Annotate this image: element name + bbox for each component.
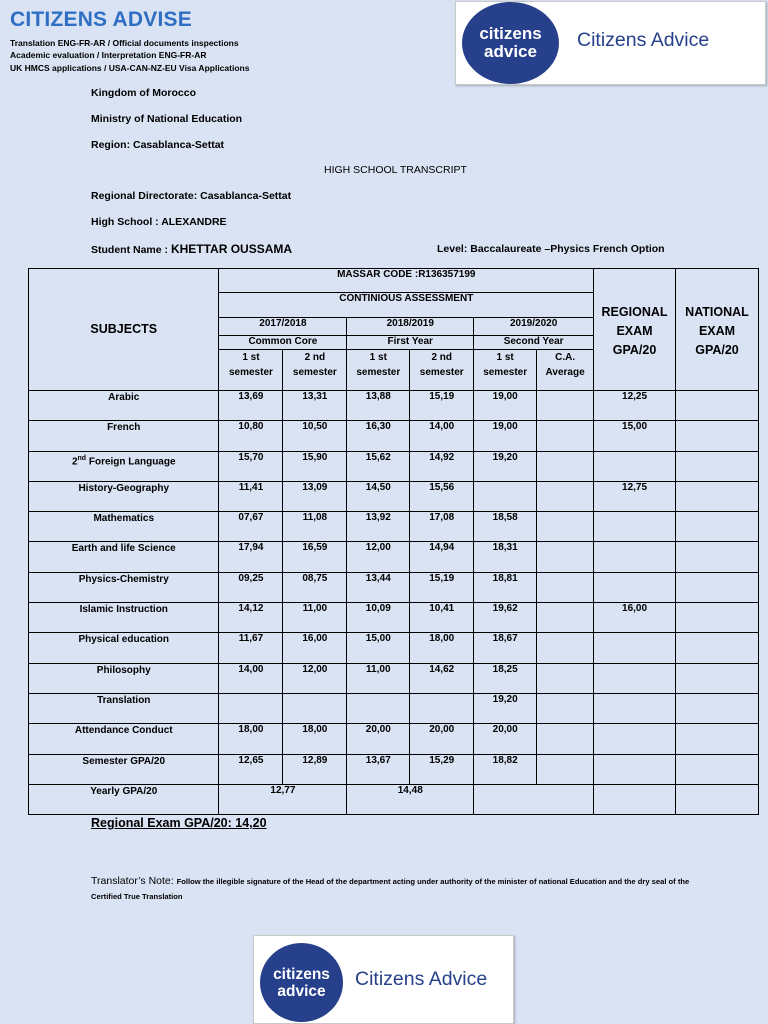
yearly-gpa-label: Yearly GPA/20 [29,784,219,814]
grade-cell-national [676,663,759,693]
grade-cell-s1: 15,70 [219,451,283,481]
student-name-label: Student Name : [91,244,171,256]
grade-cell-ca [537,421,594,451]
grade-cell-s1: 07,67 [219,512,283,542]
grade-cell-regional [594,724,676,754]
kingdom: Kingdom of Morocco [91,87,196,99]
grade-cell-regional [594,572,676,602]
translator-note [91,874,711,904]
year-header: 2019/2020 [474,318,594,336]
grade-cell-s1: 14,12 [219,603,283,633]
grade-cell-national [676,633,759,663]
grade-cell-s2: 15,90 [283,451,347,481]
grade-cell-s2: 12,00 [283,663,347,693]
semester-header: 1 st semester [347,350,410,391]
subject-name: Physical education [29,633,219,663]
grade-cell-national [676,512,759,542]
grade-cell-national [676,572,759,602]
subjects-header: SUBJECTS [29,269,219,391]
semester-header: 1 st semester [474,350,537,391]
grade-cell-s3: 12,00 [347,542,410,572]
brand-title: CITIZENS ADVISE [10,8,192,31]
student-name-value: KHETTAR OUSSAMA [170,242,293,256]
grade-cell-s1: 17,94 [219,542,283,572]
services-list [10,37,249,74]
grade-cell-national [676,603,759,633]
grade-cell-s3: 11,00 [347,663,410,693]
table-row [29,693,759,723]
table-row [29,421,759,451]
subject-name: Mathematics [29,512,219,542]
high-school: High School : ALEXANDRE [91,216,227,228]
grade-cell-ca [537,391,594,421]
service-line: Translation ENG-FR-AR / Official documents inspections [10,38,239,48]
table-row [29,481,759,511]
grade-cell-s3: 16,30 [347,421,410,451]
student-name [91,242,292,256]
logo-text: Citizens Advice [355,968,488,990]
table-row [29,542,759,572]
grade-cell-regional [594,754,676,784]
massar-code: MASSAR CODE :R136357199 [219,269,594,293]
region: Region: Casablanca-Settat [91,139,225,151]
yearly-gpa-cell [474,784,594,814]
grade-cell-regional: 12,75 [594,481,676,511]
subject-name: French [29,421,219,451]
grade-cell-s3: 13,67 [347,754,410,784]
national-cell [676,784,759,814]
grade-cell-ca [537,512,594,542]
grade-cell-national [676,481,759,511]
grade-cell-s3: 13,92 [347,512,410,542]
grade-cell-national [676,693,759,723]
year-header: 2018/2019 [347,318,474,336]
grade-cell-ca [537,663,594,693]
level: Level: Baccalaureate –Physics French Option [437,243,665,255]
logo-circle-line2: advice [277,982,326,1000]
grade-cell-s1: 09,25 [219,572,283,602]
grade-cell-s2: 16,00 [283,633,347,663]
table-row [29,391,759,421]
grade-cell-regional [594,542,676,572]
grade-cell-national [676,391,759,421]
table-row [29,754,759,784]
grade-cell-s2: 18,00 [283,724,347,754]
grade-cell-s2: 08,75 [283,572,347,602]
grade-cell-s2: 10,50 [283,421,347,451]
grade-cell-s5: 19,62 [474,603,537,633]
grade-cell-ca [537,481,594,511]
grade-cell-s4: 14,00 [410,421,474,451]
grade-cell-s5: 18,58 [474,512,537,542]
grade-cell-s1: 12,65 [219,754,283,784]
national-exam-header: NATIONAL EXAM GPA/20 [676,269,759,391]
grade-cell-s5: 18,81 [474,572,537,602]
citizens-advice-logo-bottom [253,935,514,1024]
grade-cell-s1 [219,693,283,723]
grade-cell-s5: 19,20 [474,693,537,723]
grade-cell-s4: 20,00 [410,724,474,754]
subject-name: Earth and life Science [29,542,219,572]
grade-cell-s2: 13,31 [283,391,347,421]
transcript-table [28,268,759,815]
grade-cell-ca [537,603,594,633]
logo-text: Citizens Advice [577,29,710,51]
subject-name: Semester GPA/20 [29,754,219,784]
continuous-assessment-header: CONTINIOUS ASSESSMENT [219,293,594,318]
subject-name: Islamic Instruction [29,603,219,633]
grade-cell-s4: 15,19 [410,572,474,602]
grade-cell-s1: 18,00 [219,724,283,754]
grade-cell-ca [537,754,594,784]
grade-cell-regional: 15,00 [594,421,676,451]
grade-cell-national [676,542,759,572]
grade-cell-s5: 18,31 [474,542,537,572]
grade-cell-ca [537,451,594,481]
regional-exam-header: REGIONAL EXAM GPA/20 [594,269,676,391]
level-label: Common Core [248,336,318,347]
grade-cell-s3: 13,44 [347,572,410,602]
subject-name: Philosophy [29,663,219,693]
grade-cell-s1: 13,69 [219,391,283,421]
ministry: Ministry of National Education [91,113,243,125]
subject-name: Translation [29,693,219,723]
grade-cell-s5: 18,67 [474,633,537,663]
grade-cell-ca [537,693,594,723]
grade-cell-s5 [474,481,537,511]
translator-note-label: Translator’s Note: [91,875,177,887]
translator-note-text: Follow the illegible signature of the Head of the department acting under authority of the minister of national Education and the dry seal of the Certified True Translation [91,877,690,901]
level-header: First Year [347,336,474,350]
subject-name: Attendance Conduct [29,724,219,754]
subject-name: Physics-Chemistry [29,572,219,602]
grade-cell-ca [537,724,594,754]
ordinal-number: 2 [71,455,78,467]
logo-circle-line2: advice [484,42,537,61]
regional-exam-gpa: Regional Exam GPA/20: 14,20 [91,816,267,830]
level-header: Second Year [474,336,594,350]
grade-cell-national [676,724,759,754]
grade-cell-s4: 15,29 [410,754,474,784]
grade-cell-s4: 15,19 [410,391,474,421]
grade-cell-s2 [283,693,347,723]
logo-circle-line1: citizens [273,965,330,983]
level-header [219,336,347,350]
grade-cell-s4: 15,56 [410,481,474,511]
grade-cell-s4: 14,62 [410,663,474,693]
grade-cell-s2: 12,89 [283,754,347,784]
ordinal-suffix: nd [77,454,87,462]
grade-cell-s3: 15,62 [347,451,410,481]
table-row [29,724,759,754]
regional-cell [594,784,676,814]
year-header: 2017/2018 [219,318,347,336]
yearly-gpa-cell: 12,77 [219,784,347,814]
logo-circle-icon [260,943,343,1022]
grade-cell-s3: 14,50 [347,481,410,511]
grade-cell-s2: 13,09 [283,481,347,511]
semester-header: 2 nd semester [283,350,347,391]
grade-cell-s1: 14,00 [219,663,283,693]
logo-circle-line1: citizens [479,24,542,43]
grade-cell-national [676,421,759,451]
grade-cell-s5: 19,00 [474,421,537,451]
table-row [29,633,759,663]
grade-cell-s4: 14,94 [410,542,474,572]
grade-cell-national [676,451,759,481]
grade-cell-s3: 15,00 [347,633,410,663]
citizens-advice-logo [455,1,766,85]
yearly-gpa-cell: 14,48 [347,784,474,814]
grade-cell-regional [594,512,676,542]
grade-cell-s5: 19,00 [474,391,537,421]
grade-cell-s4: 14,92 [410,451,474,481]
table-row [29,663,759,693]
grade-cell-regional [594,693,676,723]
grade-cell-s2: 11,00 [283,603,347,633]
subject-name: History-Geography [29,481,219,511]
semester-header: 2 nd semester [410,350,474,391]
grade-cell-regional [594,633,676,663]
table-row [29,512,759,542]
grade-cell-ca [537,633,594,663]
grade-cell-s1: 11,41 [219,481,283,511]
semester-header: 1 st semester [219,350,283,391]
logo-circle-icon [462,2,559,84]
grade-cell-regional: 16,00 [594,603,676,633]
grade-cell-s3: 20,00 [347,724,410,754]
document-title: HIGH SCHOOL TRANSCRIPT [324,164,467,176]
grade-cell-s5: 20,00 [474,724,537,754]
grade-cell-s2: 11,08 [283,512,347,542]
grade-cell-s3 [347,693,410,723]
grade-cell-s4 [410,693,474,723]
grade-cell-national [676,754,759,784]
grade-cell-ca [537,542,594,572]
table-row [29,451,759,481]
grade-cell-s5: 19,20 [474,451,537,481]
grade-cell-regional [594,451,676,481]
subject-name: Arabic [29,391,219,421]
grade-cell-s1: 10,80 [219,421,283,451]
table-row [29,572,759,602]
grade-cell-s2: 16,59 [283,542,347,572]
grade-cell-s3: 13,88 [347,391,410,421]
subject-text: Foreign Language [88,455,176,467]
grade-cell-s4: 10,41 [410,603,474,633]
grade-cell-regional [594,663,676,693]
service-line: Academic evaluation / Interpretation ENG-FR-AR [10,50,207,61]
subject-name [29,451,219,481]
grade-cell-ca [537,572,594,602]
regional-directorate: Regional Directorate: Casablanca-Settat [91,190,292,202]
grade-cell-s1: 11,67 [219,633,283,663]
grade-cell-s5: 18,25 [474,663,537,693]
grade-cell-s4: 17,08 [410,512,474,542]
grade-cell-regional: 12,25 [594,391,676,421]
service-line: UK HMCS applications / USA-CAN-NZ-EU Visa Applications [10,62,250,73]
semester-header: C.A. Average [537,350,594,391]
table-row [29,603,759,633]
grade-cell-s3: 10,09 [347,603,410,633]
grade-cell-s5: 18,82 [474,754,537,784]
grade-cell-s4: 18,00 [410,633,474,663]
